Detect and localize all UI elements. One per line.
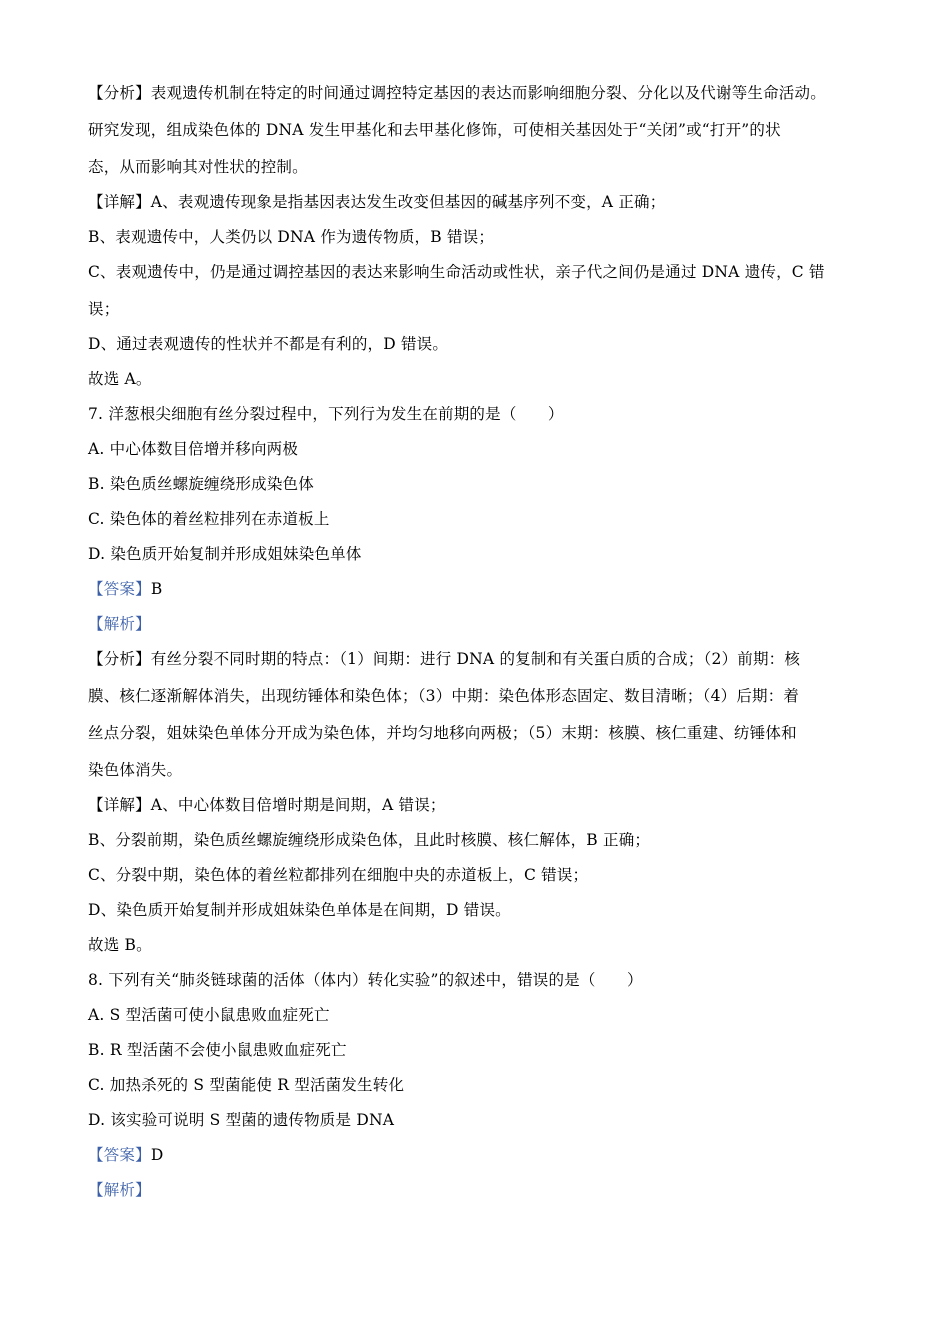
detail-text: 【详解】A、表观遗传现象是指基因表达发生改变但基因的碱基序列不变，A 正确；: [88, 193, 666, 211]
analysis-text: 研究发现，组成染色体的 DNA 发生甲基化和去甲基化修饰，可使相关基因处于“关闭”或“打开”的状: [88, 121, 781, 139]
analysis-text: 【分析】表观遗传机制在特定的时间通过调控特定基因的表达而影响细胞分裂、分化以及代谢等生命活动。: [88, 84, 826, 102]
option-a: A. 中心体数目倍增并移向两极: [88, 440, 299, 458]
question-stem: 7. 洋葱根尖细胞有丝分裂过程中，下列行为发生在前期的是（ ）: [88, 405, 564, 423]
detail-text: 误；: [88, 300, 120, 318]
answer-value: D: [150, 1146, 164, 1164]
option-c: C. 加热杀死的 S 型菌能使 R 型活菌发生转化: [88, 1076, 405, 1094]
option-d: D. 染色质开始复制并形成姐妹染色单体: [88, 545, 362, 563]
analysis-text: 丝点分裂，姐妹染色单体分开成为染色体，并均匀地移向两极；（5）末期：核膜、核仁重建、纺锤体和: [88, 724, 797, 742]
detail-text: D、染色质开始复制并形成姐妹染色单体是在间期，D 错误。: [88, 901, 511, 919]
option-d: D. 该实验可说明 S 型菌的遗传物质是 DNA: [88, 1111, 395, 1129]
option-b: B. 染色质丝螺旋缠绕形成染色体: [88, 475, 314, 493]
choice-conclusion: 故选 A。: [88, 370, 152, 388]
answer-tag: 【答案】: [88, 580, 151, 598]
answer-line: [88, 579, 878, 599]
detail-text: C、分裂中期，染色体的着丝粒都排列在细胞中央的赤道板上，C 错误；: [88, 866, 589, 884]
analysis-text: 态，从而影响其对性状的控制。: [88, 158, 308, 176]
analysis-text: 膜、核仁逐渐解体消失，出现纺锤体和染色体；（3）中期：染色体形态固定、数目清晰；（4）后期：着: [88, 687, 800, 705]
detail-text: C、表观遗传中，仍是通过调控基因的表达来影响生命活动或性状，亲子代之间仍是通过 DNA 遗传，C 错: [88, 263, 825, 281]
detail-text: 【详解】A、中心体数目倍增时期是间期，A 错误；: [88, 796, 446, 814]
option-c: C. 染色体的着丝粒排列在赤道板上: [88, 510, 330, 528]
detail-text: B、分裂前期，染色质丝螺旋缠绕形成染色体，且此时核膜、核仁解体，B 正确；: [88, 831, 651, 849]
analysis-text: 【分析】有丝分裂不同时期的特点：（1）间期：进行 DNA 的复制和有关蛋白质的合成；（2）前期：核: [88, 650, 801, 668]
option-b: B. R 型活菌不会使小鼠患败血症死亡: [88, 1041, 347, 1059]
analysis-text: 染色体消失。: [88, 761, 183, 779]
answer-line: [88, 1145, 878, 1165]
option-a: A. S 型活菌可使小鼠患败血症死亡: [88, 1006, 330, 1024]
explain-tag: 【解析】: [88, 615, 151, 633]
detail-text: D、通过表观遗传的性状并不都是有利的，D 错误。: [88, 335, 449, 353]
detail-text: B、表观遗传中，人类仍以 DNA 作为遗传物质，B 错误；: [88, 228, 495, 246]
explain-tag: 【解析】: [88, 1181, 151, 1199]
answer-value: B: [150, 580, 163, 598]
choice-conclusion: 故选 B。: [88, 936, 152, 954]
question-stem: 8. 下列有关“肺炎链球菌的活体（体内）转化实验”的叙述中，错误的是（ ）: [88, 971, 643, 989]
answer-tag: 【答案】: [88, 1146, 151, 1164]
